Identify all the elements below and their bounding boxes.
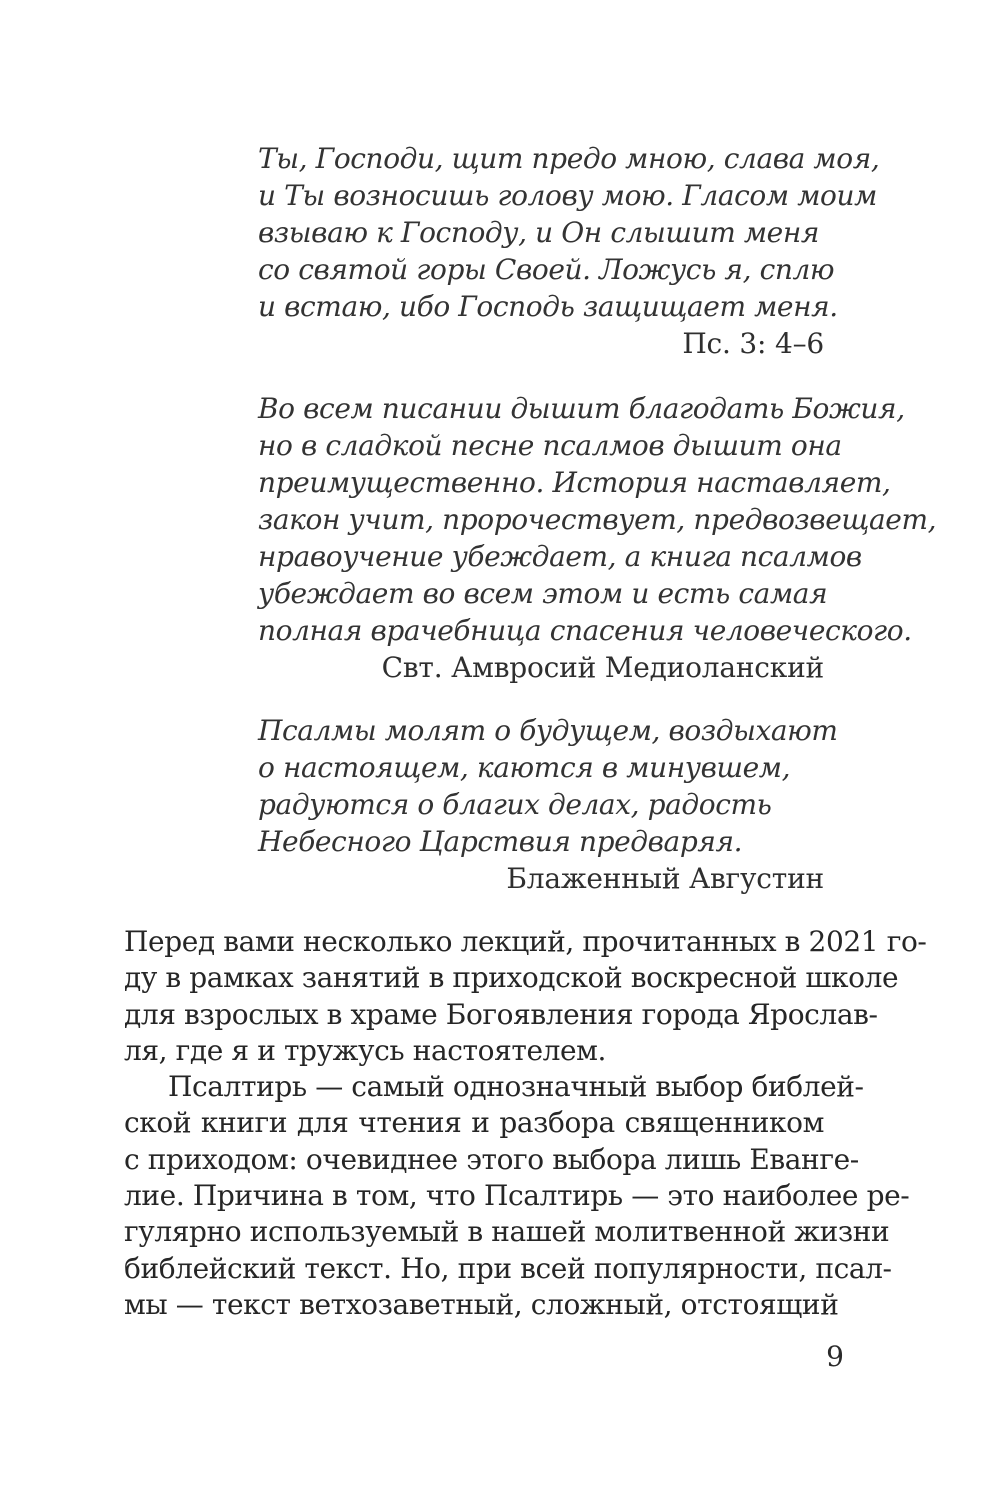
epigraph-line: взываю к Господу, и Он слышит меня: [258, 216, 820, 249]
epigraph-line: Ты, Господи, щит предо мною, слава моя,: [258, 142, 880, 175]
body-line: лие. Причина в том, что Псалтирь — это наиболее ре-: [124, 1179, 910, 1213]
body-line: с приходом: очевиднее этого выбора лишь Еванге-: [124, 1142, 859, 1176]
epigraph-line: радуются о благих делах, радость: [258, 788, 772, 821]
epigraph-line: преимущественно. История наставляет,: [258, 466, 891, 499]
epigraph-line: но в сладкой песне псалмов дышит она: [258, 429, 842, 462]
epigraph-line: закон учит, пророчествует, предвозвещает,: [258, 503, 937, 536]
epigraph-line: и Ты возносишь голову мою. Гласом моим: [258, 179, 877, 212]
body-line: ду в рамках занятий в приходской воскресной школе: [124, 961, 899, 995]
body-line: библейский текст. Но, при всей популярности, псал-: [124, 1251, 892, 1285]
body-line: мы — текст ветхозаветный, сложный, отстоящий: [124, 1287, 839, 1321]
body-text: [124, 924, 927, 1323]
epigraph-2: [258, 390, 937, 686]
body-line: ской книги для чтения и разбора священником: [124, 1106, 824, 1140]
epigraph-source: Пс. 3: 4–6: [682, 327, 824, 360]
paragraph-1: [124, 924, 927, 1069]
epigraph-line: Псалмы молят о будущем, воздыхают: [258, 714, 838, 747]
body-line: ля, где я и тружусь настоятелем.: [124, 1033, 607, 1067]
body-line: Псалтирь — самый однозначный выбор библей-: [168, 1070, 864, 1104]
body-line: гулярно используемый в нашей молитвенной жизни: [124, 1215, 890, 1249]
epigraph-line: полная врачебница спасения человеческого.: [258, 614, 912, 647]
epigraph-line: Небесного Царствия предваряя.: [258, 825, 743, 858]
epigraph-line: и встаю, ибо Господь защищает меня.: [258, 290, 838, 323]
paragraph-2: [124, 1069, 910, 1323]
epigraph-line: со святой горы Своей. Ложусь я, сплю: [258, 253, 835, 286]
epigraph-source: Блаженный Августин: [506, 862, 824, 895]
epigraph-line: убеждает во всем этом и есть самая: [258, 577, 828, 610]
page-number: 9: [826, 1340, 844, 1373]
epigraph-3: [258, 712, 838, 897]
epigraph-1: [258, 140, 880, 362]
body-line: Перед вами несколько лекций, прочитанных в 2021 го-: [124, 925, 927, 958]
epigraph-source: Свт. Амвросий Медиоланский: [381, 651, 824, 684]
body-line: для взрослых в храме Богоявления города Ярослав-: [124, 997, 878, 1031]
epigraph-line: о настоящем, каются в минувшем,: [258, 751, 791, 784]
epigraph-line: Во всем писании дышит благодать Божия,: [258, 392, 905, 425]
epigraph-line: нравоучение убеждает, а книга псалмов: [258, 540, 862, 573]
